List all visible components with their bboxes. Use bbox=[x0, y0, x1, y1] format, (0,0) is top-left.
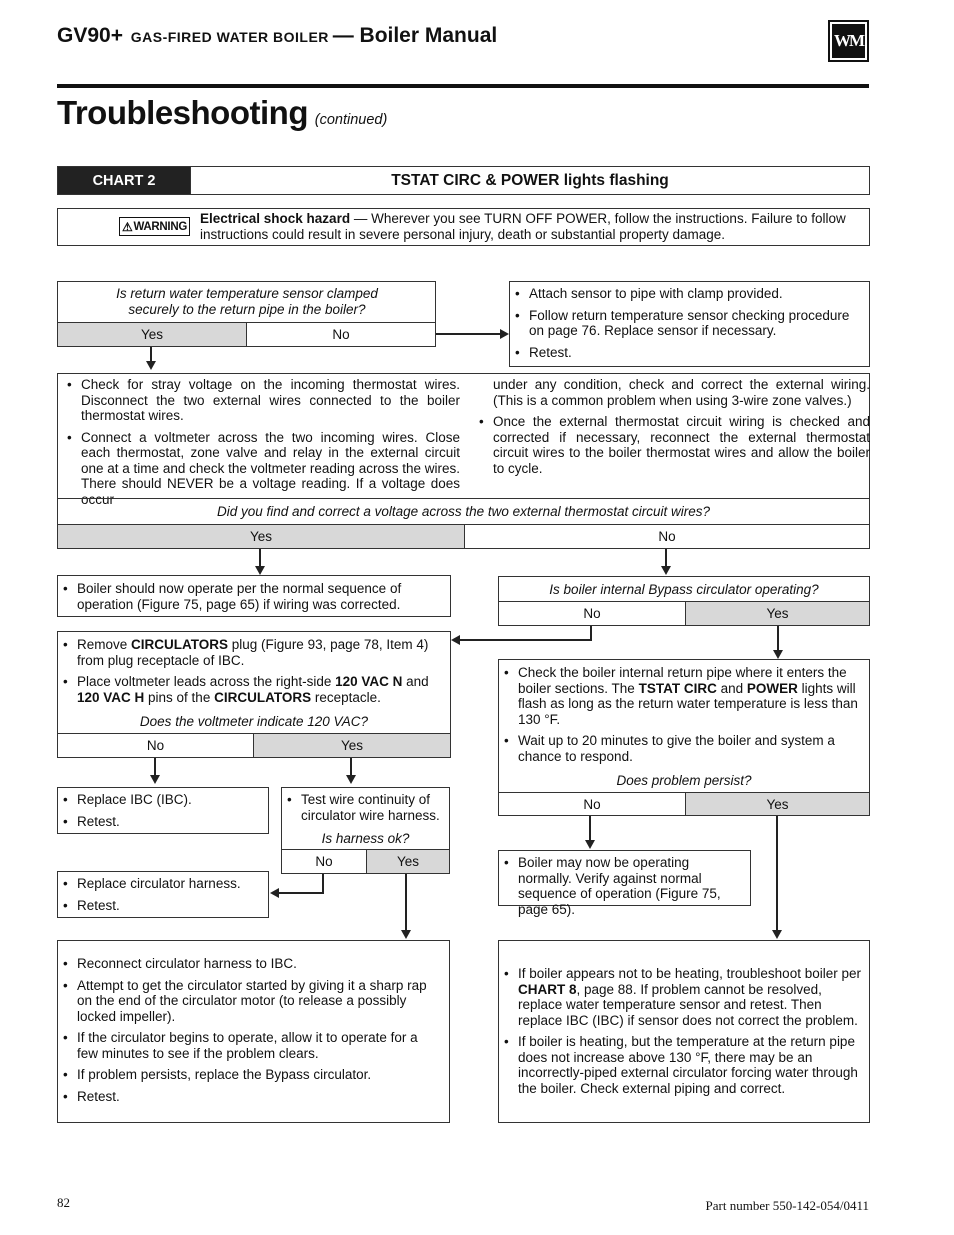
check-item: • Wait up to 20 minutes to give the boiler and system a chance to respond. bbox=[501, 733, 865, 764]
remove-text: Remove bbox=[77, 637, 132, 652]
remove-bold: CIRCULATORS bbox=[131, 637, 229, 652]
connector bbox=[665, 549, 667, 566]
arrow-down bbox=[255, 566, 265, 575]
section-continued: (continued) bbox=[314, 112, 388, 128]
reconnect-item: • Attempt to get the circulator started by giving it a sharp rap on the end of the circulator motor (to release a possibly locked impeller). bbox=[60, 978, 439, 1025]
arrow-down bbox=[585, 840, 595, 849]
check-yes: Yes bbox=[685, 792, 869, 815]
remove-no: No bbox=[58, 733, 253, 757]
connector bbox=[259, 549, 261, 566]
warning-badge bbox=[119, 217, 190, 236]
remove-text: Place voltmeter leads across the right-side bbox=[77, 674, 336, 689]
connector bbox=[154, 758, 156, 775]
check-list bbox=[501, 665, 865, 764]
voltage-yes: Yes bbox=[58, 524, 464, 548]
check-bold: POWER bbox=[746, 680, 798, 696]
may-operate-item: • Boiler may now be operating normally. Verify against normal sequence of operation (Figure 75, page 65). bbox=[501, 855, 744, 917]
replace-harness-item: • Replace circulator harness. bbox=[60, 876, 264, 892]
warning-triangle-icon: ⚠ bbox=[122, 219, 133, 234]
remove-question: Does the voltmeter indicate 120 VAC? bbox=[139, 713, 369, 729]
chart-label: CHART 2 bbox=[58, 167, 190, 194]
bypass-yes: Yes bbox=[685, 601, 869, 625]
check-question: Does problem persist? bbox=[616, 772, 752, 788]
may-operate-list bbox=[501, 855, 744, 917]
model-name: GV90+ bbox=[57, 24, 123, 47]
remove-item bbox=[60, 637, 444, 668]
harness-list-wrap bbox=[284, 792, 448, 829]
voltage-left-col bbox=[64, 377, 460, 513]
arrow-down bbox=[401, 930, 411, 939]
remove-bold: 120 VAC N bbox=[335, 674, 403, 689]
arrow-left bbox=[270, 888, 279, 898]
check-item bbox=[501, 665, 865, 727]
connector bbox=[590, 626, 592, 640]
voltage-no: No bbox=[464, 524, 869, 548]
remove-text: receptacle. bbox=[311, 689, 381, 705]
warning-box bbox=[57, 208, 870, 246]
reconnect-list bbox=[60, 956, 439, 1104]
not-heating-text: If boiler appears not to be heating, troubleshoot boiler per bbox=[518, 966, 861, 981]
brand-logo bbox=[828, 20, 869, 62]
check-text: Check the boiler internal return pipe where it enters the boiler sections. The bbox=[518, 665, 847, 696]
normal-op-list bbox=[60, 581, 442, 612]
check-return-pipe-box bbox=[498, 659, 870, 816]
part-number: Part number 550-142-054/0411 bbox=[705, 1198, 869, 1213]
arrow-down bbox=[150, 775, 160, 784]
arrow-right bbox=[500, 329, 509, 339]
check-text: and bbox=[716, 680, 747, 696]
normal-op-item: • Boiler should now operate per the normal sequence of operation (Figure 75, page 65) if wiring was corrected. bbox=[60, 581, 442, 612]
chart-header bbox=[57, 166, 870, 195]
q1-question: Is return water temperature sensor clamped securely to the return pipe in the boiler? bbox=[116, 286, 378, 317]
header-subtitle: GAS-FIRED WATER BOILER bbox=[130, 29, 329, 45]
replace-harness-item: • Retest. bbox=[60, 898, 264, 914]
not-heating-box bbox=[498, 940, 870, 1123]
remove-yes: Yes bbox=[253, 733, 450, 757]
connector bbox=[436, 333, 500, 335]
not-heating-item bbox=[501, 966, 867, 1028]
remove-text: plug (Figure 93, page 78, Item 4) from plug receptacle of IBC. bbox=[77, 637, 429, 668]
q1-no: No bbox=[246, 322, 435, 346]
check-text: lights will flash as long as the return water temperature is less than 130 °F. bbox=[518, 680, 858, 727]
bypass-no: No bbox=[499, 601, 685, 625]
harness-yes: Yes bbox=[366, 849, 449, 873]
remove-circulators-box bbox=[57, 631, 451, 758]
remove-list-wrap bbox=[60, 637, 444, 711]
harness-item: • Test wire continuity of circulator wire harness. bbox=[284, 792, 448, 823]
not-heating-list bbox=[501, 966, 867, 1096]
logo-mark: WM bbox=[832, 24, 865, 58]
attach-item: • Attach sensor to pipe with clamp provided. bbox=[512, 286, 863, 302]
remove-text: pins of the bbox=[144, 689, 215, 705]
voltage-right-item: • Once the external thermostat circuit wiring is checked and corrected if necessary, reconnect the external thermostat circuit wires to the boiler thermostat wires and allow the boiler to cycle. bbox=[476, 414, 870, 476]
manual-header bbox=[57, 24, 817, 54]
may-operate-box bbox=[498, 850, 751, 917]
connector bbox=[322, 874, 324, 894]
voltage-right-list bbox=[476, 414, 870, 476]
bypass-question: Is boiler internal Bypass circulator operating? bbox=[549, 581, 819, 597]
replace-ibc-item: • Replace IBC (IBC). bbox=[60, 792, 264, 808]
q1-yes: Yes bbox=[58, 322, 246, 346]
connector bbox=[150, 347, 152, 361]
check-list-wrap bbox=[501, 665, 865, 770]
replace-harness-list bbox=[60, 876, 264, 913]
reconnect-box bbox=[57, 940, 450, 1123]
remove-text: and bbox=[402, 674, 429, 689]
warning-text bbox=[200, 211, 870, 243]
remove-bold: CIRCULATORS bbox=[214, 689, 312, 705]
remove-list bbox=[60, 637, 444, 705]
warning-badge-text: WARNING bbox=[133, 220, 187, 233]
not-heating-bold: CHART 8 bbox=[518, 981, 577, 997]
harness-list bbox=[284, 792, 448, 823]
section-title: Troubleshooting bbox=[57, 94, 308, 131]
harness-question: Is harness ok? bbox=[321, 830, 410, 846]
arrow-left bbox=[451, 635, 460, 645]
arrow-down bbox=[772, 930, 782, 939]
replace-ibc-box bbox=[57, 787, 269, 834]
check-bold: TSTAT CIRC bbox=[638, 680, 717, 696]
remove-bold: 120 VAC H bbox=[77, 689, 145, 705]
voltage-right-col bbox=[476, 377, 870, 482]
reconnect-item: • If problem persists, replace the Bypass circulator. bbox=[60, 1067, 439, 1083]
voltage-right-cont: under any condition, check and correct the external wiring. (This is a common problem when using 3-wire zone valves.) bbox=[493, 377, 870, 408]
voltage-left-list bbox=[64, 377, 460, 507]
connector bbox=[460, 639, 592, 641]
reconnect-item: • Retest. bbox=[60, 1089, 439, 1105]
reconnect-item: • Reconnect circulator harness to IBC. bbox=[60, 956, 439, 972]
voltage-left-item: • Check for stray voltage on the incoming thermostat wires. Disconnect the two external wires connected to the boiler thermostat wires. bbox=[64, 377, 460, 424]
header-rule bbox=[57, 84, 869, 88]
question-sensor-clamped bbox=[57, 281, 436, 347]
connector bbox=[589, 816, 591, 840]
arrow-down bbox=[773, 650, 783, 659]
harness-test-box bbox=[281, 787, 450, 874]
arrow-down bbox=[661, 566, 671, 575]
connector bbox=[278, 892, 324, 894]
replace-ibc-list bbox=[60, 792, 264, 829]
arrow-down bbox=[146, 361, 156, 370]
warning-bold: Electrical shock hazard bbox=[200, 211, 351, 226]
normal-operation-box bbox=[57, 575, 451, 617]
check-no: No bbox=[499, 792, 685, 815]
replace-ibc-item: • Retest. bbox=[60, 814, 264, 830]
reconnect-item: • If the circulator begins to operate, allow it to operate for a few minutes to see if the problem clears. bbox=[60, 1030, 439, 1061]
connector bbox=[776, 816, 778, 930]
attach-list bbox=[512, 286, 863, 360]
voltage-question: Did you find and correct a voltage across the two external thermostat circuit wires? bbox=[58, 498, 869, 524]
chart-title: TSTAT CIRC & POWER lights flashing bbox=[190, 167, 869, 194]
warning-body: — Wherever you see TURN OFF POWER, follow the instructions. Failure to follow instructions could result in severe personal injury, death or substantial property damage. bbox=[200, 211, 846, 242]
bypass-question-box bbox=[498, 576, 870, 626]
voltage-left-item: • Connect a voltmeter across the two incoming wires. Close each thermostat, zone valve and relay in the external circuit one at a time and check the voltmeter reading across the wires. There should NEVER be a voltage reading. If a voltage does occur bbox=[64, 430, 460, 508]
replace-harness-box bbox=[57, 871, 269, 918]
connector bbox=[405, 874, 407, 930]
section-heading bbox=[57, 94, 757, 132]
attach-item: • Retest. bbox=[512, 345, 863, 361]
remove-item bbox=[60, 674, 444, 705]
connector bbox=[777, 626, 779, 650]
not-heating-item: • If boiler is heating, but the temperature at the return pipe does not increase above 130 °F, there may be an incorrectly-piped external circulator forcing water through the boiler. Check external piping and correct. bbox=[501, 1034, 867, 1096]
header-manual: — Boiler Manual bbox=[332, 24, 498, 47]
stray-voltage-box bbox=[57, 373, 870, 549]
not-heating-text: , page 88. If problem cannot be resolved, replace water temperature sensor and retest. Then replace IBC (IBC) if sensor does not correct the problem. bbox=[518, 981, 858, 1028]
connector bbox=[350, 758, 352, 775]
harness-no: No bbox=[282, 849, 366, 873]
attach-sensor-box bbox=[509, 281, 870, 367]
page-number: 82 bbox=[57, 1195, 70, 1210]
arrow-down bbox=[346, 775, 356, 784]
attach-item: • Follow return temperature sensor checking procedure on page 76. Replace sensor if necessary. bbox=[512, 308, 863, 339]
